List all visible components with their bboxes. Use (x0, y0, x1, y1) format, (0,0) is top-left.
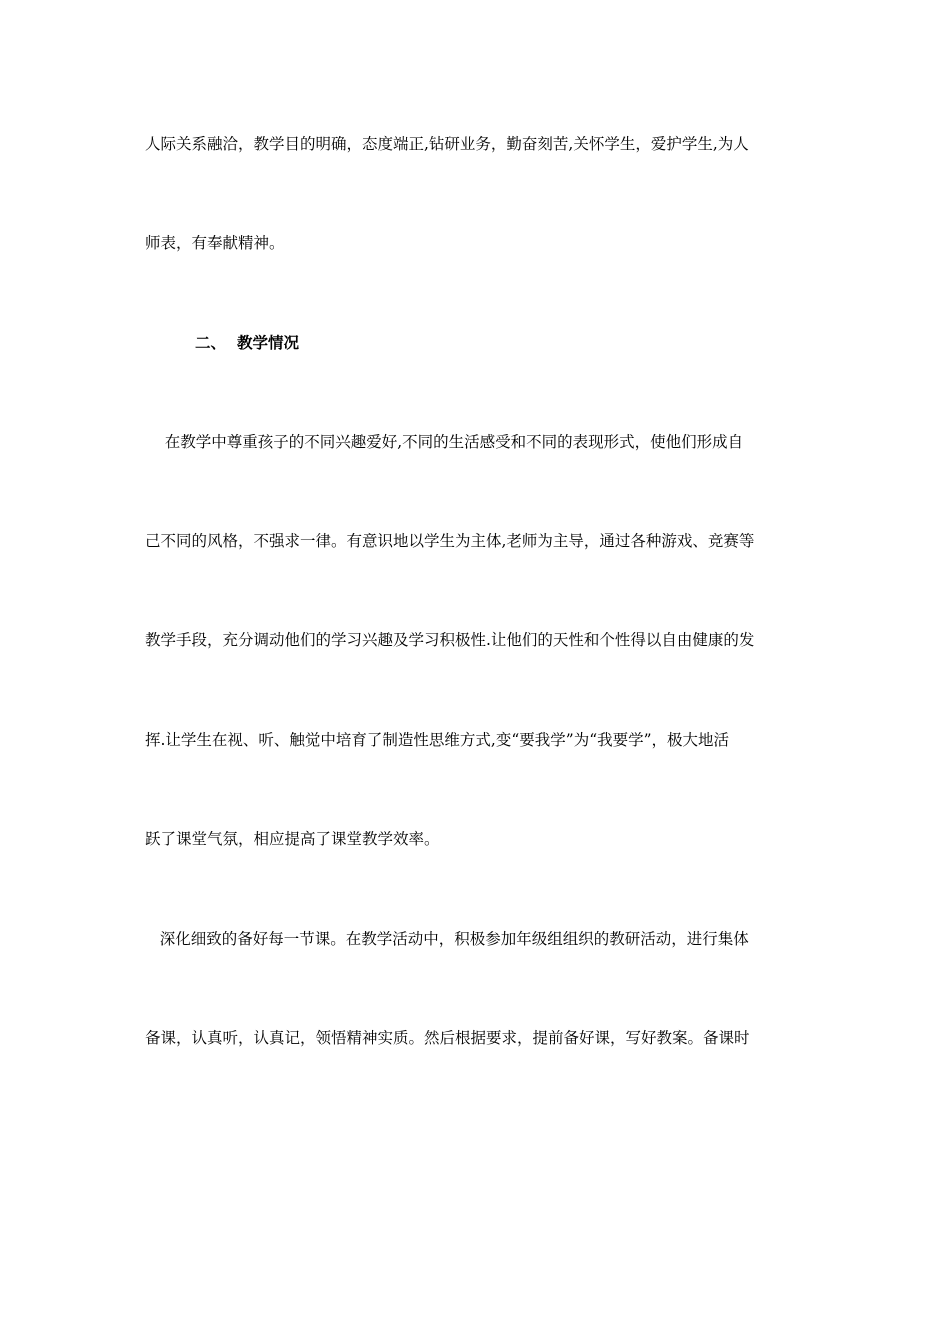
section-heading-number: 二、 (195, 333, 227, 352)
paragraph-2-line-3: 教学手段，充分调动他们的学习兴趣及学习积极性.让他们的天性和个性得以自由健康的发 (145, 631, 755, 649)
paragraph-1-line-1: 人际关系融洽，教学目的明确，态度端正,钻研业务，勤奋刻苦,关怀学生，爱护学生,为人 (145, 135, 749, 153)
paragraph-3-line-1: 深化细致的备好每一节课。在教学活动中，积极参加年级组组织的教研活动，进行集体 (145, 930, 749, 948)
paragraph-2-line-2: 己不同的风格，不强求一律。有意识地以学生为主体,老师为主导，通过各种游戏、竞赛等 (145, 532, 755, 550)
section-heading-title: 教学情况 (237, 333, 300, 352)
paragraph-1-line-2: 师表，有奉献精神。 (145, 234, 285, 252)
paragraph-2-line-5: 跃了课堂气氛，相应提高了课堂教学效率。 (145, 830, 440, 848)
paragraph-3-line-2: 备课，认真听，认真记，领悟精神实质。然后根据要求，提前备好课，写好教案。备课时 (145, 1029, 750, 1047)
section-heading (195, 333, 299, 353)
paragraph-2-line-1: 在教学中尊重孩子的不同兴趣爱好,不同的生活感受和不同的表现形式，使他们形成自 (145, 433, 744, 451)
paragraph-2-line-4: 挥.让学生在视、听、触觉中培育了制造性思维方式,变“要我学”为“我要学”，极大地活 (145, 731, 730, 749)
